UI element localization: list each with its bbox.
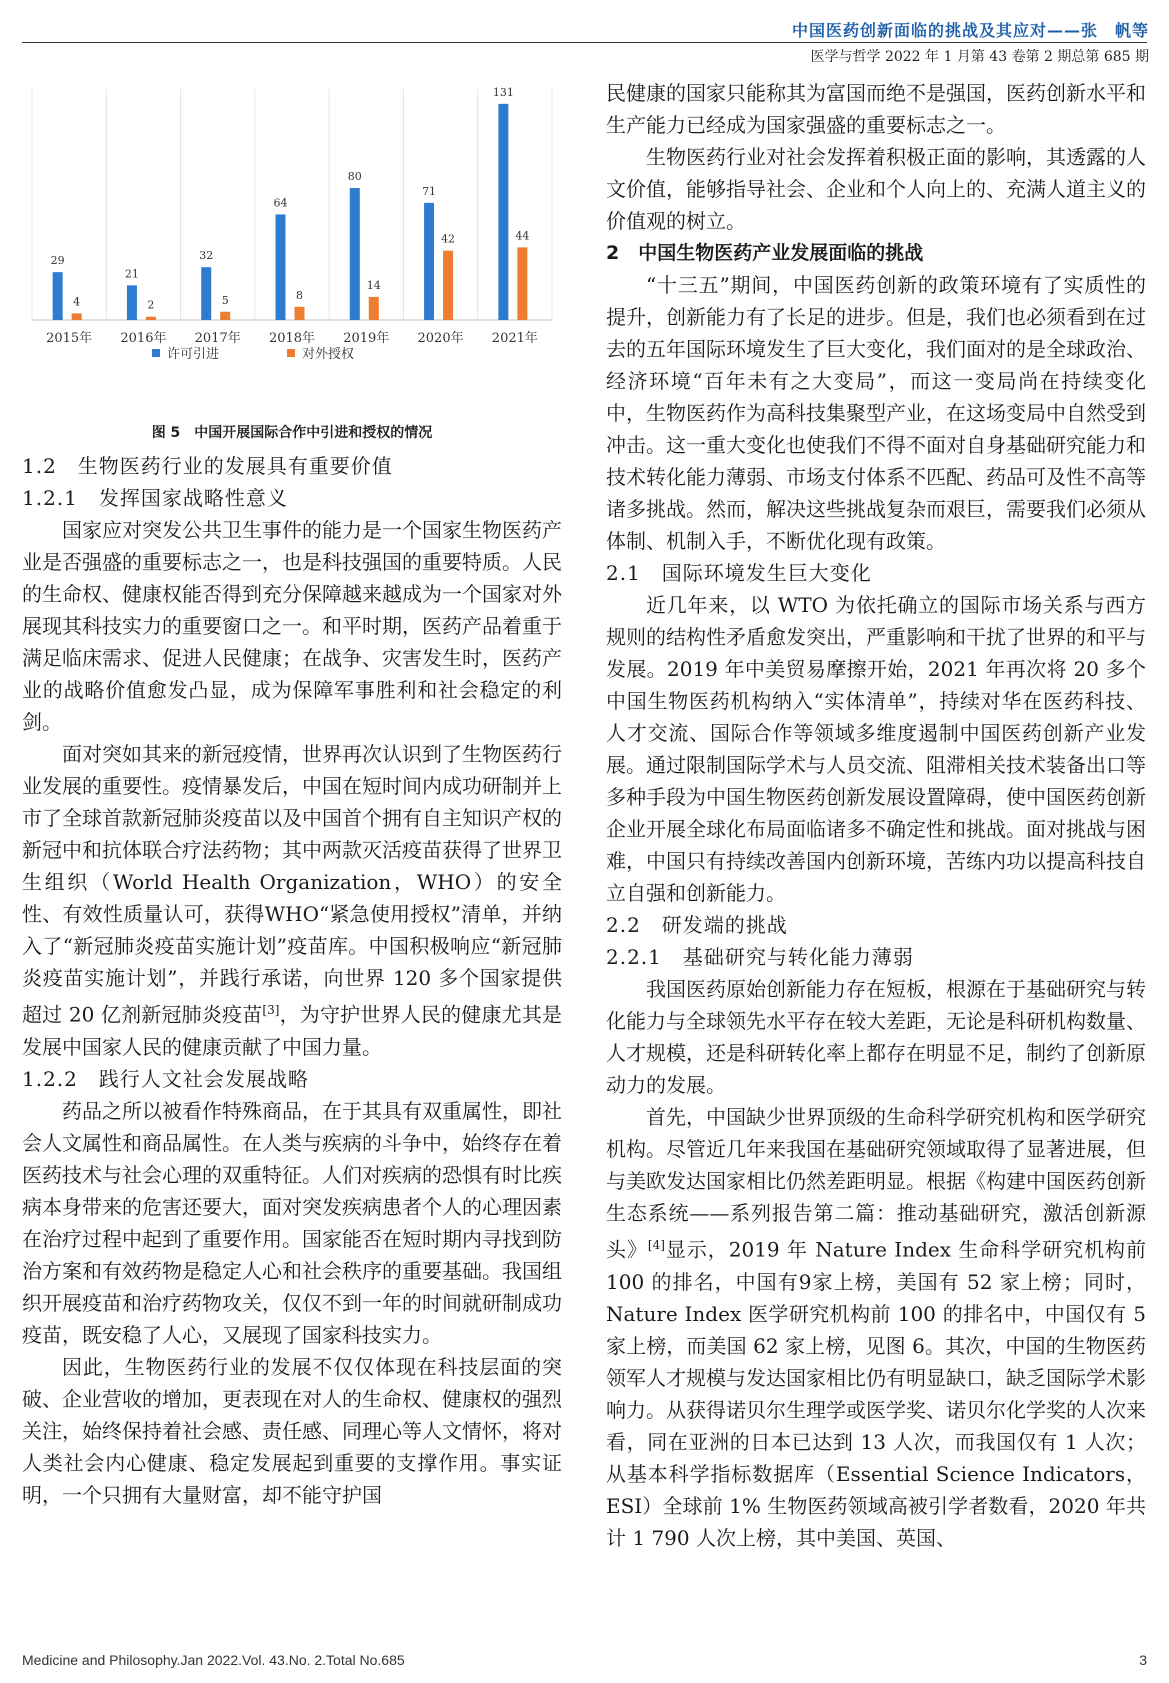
data-label: 64	[273, 196, 288, 210]
page-number: 3	[1139, 1652, 1147, 1668]
data-label: 131	[492, 85, 514, 99]
section-heading-1-2-1: 1.2.1 发挥国家战略性意义	[22, 486, 288, 510]
citation-ref: [4]	[647, 1238, 665, 1252]
bar-license-in	[276, 214, 286, 320]
figure-caption: 图 5 中国开展国际合作中引进和授权的情况	[151, 425, 433, 441]
bar-license-out	[369, 297, 379, 320]
data-label: 42	[441, 232, 456, 246]
footer-journal: Medicine and Philosophy.Jan 2022.Vol. 43.No. 2.Total No.685	[22, 1652, 405, 1668]
data-label: 21	[124, 267, 139, 281]
x-tick-label: 2015年	[46, 331, 93, 346]
bar-license-in	[201, 267, 211, 320]
x-tick-label: 2020年	[417, 331, 464, 346]
data-label: 80	[347, 170, 362, 183]
bar-chart	[22, 77, 562, 412]
data-label: 32	[199, 249, 214, 263]
paragraph: 首先，中国缺少世界顶级的生命科学研究机构和医学研究机构。尽管近几年来我国在基础研究领域取得了显著进展，但与美欧发达国家相比仍然差距明显。根据《构建中国医药创新生态系统——系列报告第二篇：推动基础研究，激活创新源头》[4]显示，2019 年 Nature Index 生命科学研究机构前 100 的排名，中国有9家上榜，美国有 52 家上榜；同时，Nature Index 医学研究机构前 100 的排名中，中国仅有 5 家上榜，而美国 62 家上榜，见图 6。其次，中国的生物医药领军人才规模与发达国家相比仍有明显缺口，缺乏国际学术影响力。从获得诺贝尔生理学或医学奖、诺贝尔化学奖的人次来看，同在亚洲的日本已达到 13 人次，而我国仅有 1 人次；从基本科学指标数据库（Essential Science Indicators，ESI）全球前 1% 生物医药领域高被引学者数看，2020 年共计 1 790 人次上榜，其中美国、英国、	[606, 1105, 1147, 1550]
section-heading-2: 2 中国生物医药产业发展面临的挑战	[606, 242, 924, 264]
section-heading-1-2-2: 1.2.2 践行人文社会发展战略	[22, 1066, 309, 1091]
legend-label: 对外授权	[302, 347, 355, 362]
paragraph: 因此，生物医药行业的发展不仅仅体现在科技层面的突破、企业营收的增加，更表现在对人的生命权、健康权的强烈关注，始终保持着社会感、责任感、同理心等人文情怀，将对人类社会内心健康、稳定发展起到重要的支撑作用。事实证明，一个只拥有大量财富，却不能守护国	[22, 1354, 562, 1507]
section-heading-2-1: 2.1 国际环境发生巨大变化	[606, 561, 872, 585]
paragraph: “十三五”期间，中国医药创新的政策环境有了实质性的提升，创新能力有了长足的进步。但是，我们也必须看到在过去的五年国际环境发生了巨大变化，我们面对的是全球政治、经济环境“百年未有之大变局”，而这一变局尚在持续变化中，生物医药作为高科技集聚型产业，在这场变局中自然受到冲击。这一重大变化也使我们不得不面对自身基础研究能力和技术转化能力薄弱、市场支付体系不匹配、药品可及性不高等诸多挑战。然而，解决这些挑战复杂而艰巨，需要我们必须从体制、机制入手，不断优化现有政策。	[606, 273, 1146, 553]
bar-license-in	[424, 203, 434, 320]
section-heading-1-2: 1.2 生物医药行业的发展具有重要价值	[22, 454, 393, 478]
citation-ref: [3]	[262, 1003, 280, 1017]
data-label: 44	[515, 229, 530, 243]
paragraph: 近几年来，以 WTO 为依托确立的国际市场关系与西方规则的结构性矛盾愈发突出，严重影响和干扰了世界的和平与发展。2019 年中美贸易摩擦开始，2021 年再次将 20 多个中国生物医药机构纳入“实体清单”，持续对华在医药科技、人才交流、国际合作等领域多维度遏制中国医药创新产业发展。通过限制国际学术与人员交流、阻滞相关技术装备出口等多种手段为中国生物医药创新发展设置障碍，使中国医药创新企业开展全球化布局面临诸多不确定性和挑战。面对挑战与困难，中国只有持续改善国内创新环境，苦练内功以提高科技自立自强和创新能力。	[606, 593, 1146, 905]
x-tick-label: 2018年	[268, 331, 316, 346]
data-label: 14	[366, 278, 381, 292]
bar-license-out	[146, 317, 156, 320]
bar-license-out	[72, 313, 82, 320]
paragraph: 国家应对突发公共卫生事件的能力是一个国家生物医药产业是否强盛的重要标志之一，也是科技强国的重要特质。人民的生命权、健康权能否得到充分保障越来越成为一个国家对外展现其科技实力的重要窗口之一。和平时期，医药产品着重于满足临床需求、促进人民健康；在战争、灾害发生时，医药产业的战略价值愈发凸显，成为保障军事胜利和社会稳定的利剑。	[22, 518, 562, 734]
paragraph-continued: 民健康的国家只能称其为富国而绝不是强国，医药创新水平和生产能力已经成为国家强盛的重要标志之一。	[606, 81, 1146, 137]
legend-swatch	[287, 349, 295, 357]
bar-license-out	[443, 251, 453, 320]
bar-license-in	[53, 272, 63, 320]
left-column	[22, 77, 562, 1511]
right-column	[606, 77, 1146, 1554]
data-label: 8	[296, 288, 303, 302]
bar-license-out	[295, 307, 305, 320]
journal-issue-line: 医学与哲学 2022 年 1 月第 43 卷第 2 期总第 685 期	[810, 49, 1149, 65]
legend-label: 许可引进	[167, 347, 220, 362]
x-tick-label: 2021年	[491, 331, 538, 346]
x-tick-label: 2019年	[343, 331, 390, 346]
data-label: 5	[221, 293, 229, 307]
paragraph: 我国医药原始创新能力存在短板，根源在于基础研究与转化能力与全球领先水平存在较大差距，无论是科研机构数量、人才规模，还是科研转化率上都存在明显不足，制约了创新原动力的发展。	[606, 977, 1146, 1097]
bar-license-in	[127, 285, 137, 320]
x-tick-label: 2016年	[120, 331, 167, 346]
paragraph: 生物医药行业对社会发挥着积极正面的影响，其透露的人文价值，能够指导社会、企业和个人向上的、充满人道主义的价值观的树立。	[606, 145, 1146, 233]
bar-license-out	[517, 247, 527, 320]
bar-license-in	[350, 188, 360, 320]
x-tick-label: 2017年	[194, 331, 241, 346]
legend-swatch	[152, 349, 160, 357]
data-label: 71	[422, 184, 437, 198]
data-label: 2	[147, 298, 155, 312]
header-rule	[22, 42, 1147, 43]
paragraph: 药品之所以被看作特殊商品，在于其具有双重属性，即社会人文属性和商品属性。在人类与疾病的斗争中，始终存在着医药技术与社会心理的双重特征。人们对疾病的恐惧有时比疾病本身带来的危害还要大，面对突发疾病患者个人的心理因素在治疗过程中起到了重要作用。国家能否在短时期内寻找到防治方案和有效药物是稳定人心和社会秩序的重要基础。我国组织开展疫苗和治疗药物攻关，仅仅不到一年的时间就研制成功疫苗，既安稳了人心，又展现了国家科技实力。	[22, 1098, 562, 1347]
paragraph: 面对突如其来的新冠疫情，世界再次认识到了生物医药行业发展的重要性。疫情暴发后，中国在短时间内成功研制并上市了全球首款新冠肺炎疫苗以及中国首个拥有自主知识产权的新冠中和抗体联合疗法药物；其中两款灭活疫苗获得了世界卫生组织（World Health Organization，WHO）的安全性、有效性质量认可，获得WHO“紧急使用授权”清单，并纳入了“新冠肺炎疫苗实施计划”疫苗库。中国积极响应“新冠肺炎疫苗实施计划”，并践行承诺，向世界 120 多个国家提供超过 20 亿剂新冠肺炎疫苗[3]，为守护世界人民的健康尤其是发展中国家人民的健康贡献了中国力量。	[22, 742, 563, 1059]
section-heading-2-2: 2.2 研发端的挑战	[606, 913, 788, 937]
bar-license-out	[220, 312, 230, 320]
running-header-title: 中国医药创新面临的挑战及其应对——张 帆等	[791, 21, 1149, 40]
bar-license-in	[498, 104, 508, 320]
data-label: 4	[73, 295, 81, 309]
section-heading-2-2-1: 2.2.1 基础研究与转化能力薄弱	[606, 945, 914, 969]
figure-5-chart	[22, 77, 562, 412]
data-label: 29	[50, 254, 65, 268]
